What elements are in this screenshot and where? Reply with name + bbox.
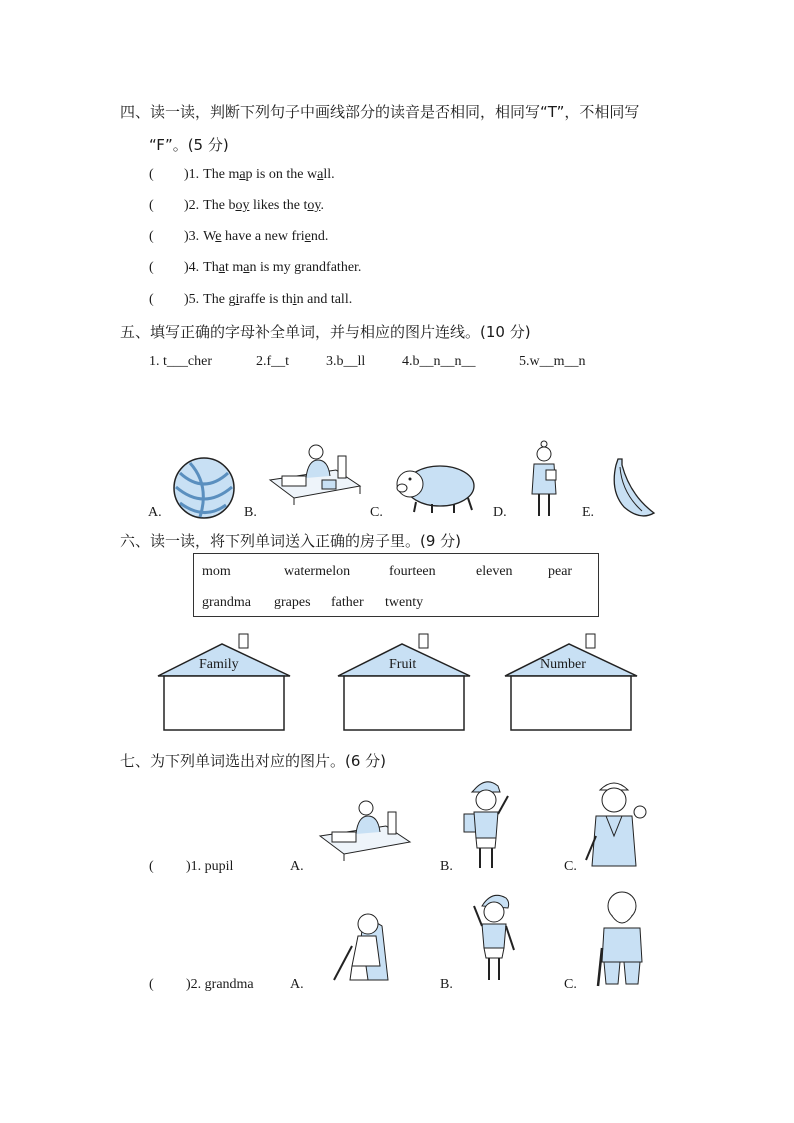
sentence-pre: The b	[203, 198, 236, 213]
sentence-u1: a	[218, 260, 225, 275]
q2-opt-a: A.	[290, 977, 304, 992]
sentence-u2: a	[243, 260, 250, 275]
sentence-pre: W	[203, 229, 216, 244]
sentence-u2: i	[292, 292, 297, 307]
sec5-title: 五、填写正确的字母补全单词，并与相应的图片连线。(10 分)	[120, 323, 531, 341]
answer-paren[interactable]: (	[149, 198, 154, 213]
sentence-post: ll.	[323, 167, 335, 182]
q1-paren: (	[149, 859, 154, 874]
answer-paren[interactable]: (	[149, 292, 154, 307]
q2-paren: (	[149, 977, 154, 992]
sentence-post: .	[320, 198, 324, 213]
sec5-word-1: 1. t___cher	[149, 354, 212, 369]
sentence-u2: e	[304, 229, 311, 244]
answer-paren[interactable]: (	[149, 229, 154, 244]
sec5-word-3: 3.b__ll	[326, 354, 366, 369]
sentence-num: )3.	[184, 229, 200, 244]
word-twenty: twenty	[385, 595, 424, 610]
sec4-title-line1: 四、读一读，判断下列句子中画线部分的读音是否相同，相同写“T”，不相同写	[120, 103, 640, 121]
sec4-item-5	[149, 292, 352, 308]
word-eleven: eleven	[476, 564, 513, 579]
word-father: father	[331, 595, 364, 610]
q1-pupil-picture	[460, 776, 514, 872]
sec4-item-2	[149, 198, 324, 214]
sentence-post: n is my grandfather.	[249, 260, 362, 275]
sentence-mid: t m	[224, 260, 244, 275]
sentence-num: )1.	[184, 167, 200, 182]
teacher-desk-picture	[266, 442, 362, 506]
answer-paren[interactable]: (	[149, 167, 154, 182]
sentence-mid: raffe is th	[239, 292, 293, 307]
banana-picture	[600, 455, 660, 521]
sec5-label-a: A.	[148, 505, 162, 520]
q2-grandpa-picture	[590, 886, 656, 988]
q2-grandma-picture	[322, 906, 394, 984]
q1-teacher-picture	[316, 798, 412, 862]
sentence-u1: e	[215, 229, 222, 244]
sentence-pre: The g	[203, 292, 236, 307]
sec5-label-d: D.	[493, 505, 507, 520]
word-watermelon: watermelon	[284, 564, 351, 579]
word-grapes: grapes	[274, 595, 311, 610]
sec4-item-3	[149, 229, 328, 245]
sentence-u1: oy	[235, 198, 250, 213]
word-pear: pear	[548, 564, 573, 579]
q1-opt-b: B.	[440, 859, 453, 874]
sentence-u2: oy	[307, 198, 321, 213]
sentence-u1: a	[239, 167, 246, 182]
q1-opt-a: A.	[290, 859, 304, 874]
sentence-mid: likes the t	[249, 198, 308, 213]
sentence-pre: The m	[203, 167, 240, 182]
q2-opt-b: B.	[440, 977, 453, 992]
sentence-num: )2.	[184, 198, 200, 213]
word-grandma: grandma	[202, 595, 251, 610]
woman-picture	[526, 440, 562, 520]
sec4-item-1	[149, 167, 335, 183]
sentence-num: )5.	[184, 292, 200, 307]
q2-word: )2. grandma	[186, 977, 254, 992]
house-number-label: Number	[540, 657, 586, 672]
q1-word: )1. pupil	[186, 859, 234, 874]
q2-boy-picture	[470, 890, 526, 986]
sec5-word-2: 2.f__t	[256, 354, 290, 369]
sentence-post: nd.	[310, 229, 329, 244]
house-family-label: Family	[199, 657, 239, 672]
sec5-label-c: C.	[370, 505, 383, 520]
sentence-u2: a	[317, 167, 324, 182]
q1-doctor-picture	[582, 776, 652, 874]
sec6-title: 六、读一读，将下列单词送入正确的房子里。(9 分)	[120, 532, 462, 550]
sentence-pre: Th	[203, 260, 219, 275]
sentence-mid: have a new fri	[221, 229, 305, 244]
q1-opt-c: C.	[564, 859, 577, 874]
sentence-post: n and tall.	[296, 292, 353, 307]
q2-opt-c: C.	[564, 977, 577, 992]
answer-paren[interactable]: (	[149, 260, 154, 275]
house-number	[503, 632, 639, 732]
sec5-word-4: 4.b__n__n__	[402, 354, 476, 369]
sec5-label-e: E.	[582, 505, 595, 520]
sentence-mid: p is on the w	[245, 167, 318, 182]
pig-picture	[392, 460, 478, 516]
house-fruit-label: Fruit	[389, 657, 417, 672]
sec5-word-5: 5.w__m__n	[519, 354, 586, 369]
word-fourteen: fourteen	[389, 564, 436, 579]
ball-picture	[170, 455, 240, 521]
sec4-item-4	[149, 260, 361, 276]
sentence-num: )4.	[184, 260, 200, 275]
word-mom: mom	[202, 564, 231, 579]
sec5-label-b: B.	[244, 505, 257, 520]
sec7-title: 七、为下列单词选出对应的图片。(6 分)	[120, 752, 387, 770]
sec4-title-line2: “F”。(5 分)	[149, 136, 229, 154]
house-fruit	[336, 632, 472, 732]
house-family	[156, 632, 292, 732]
sentence-u1: i	[235, 292, 240, 307]
